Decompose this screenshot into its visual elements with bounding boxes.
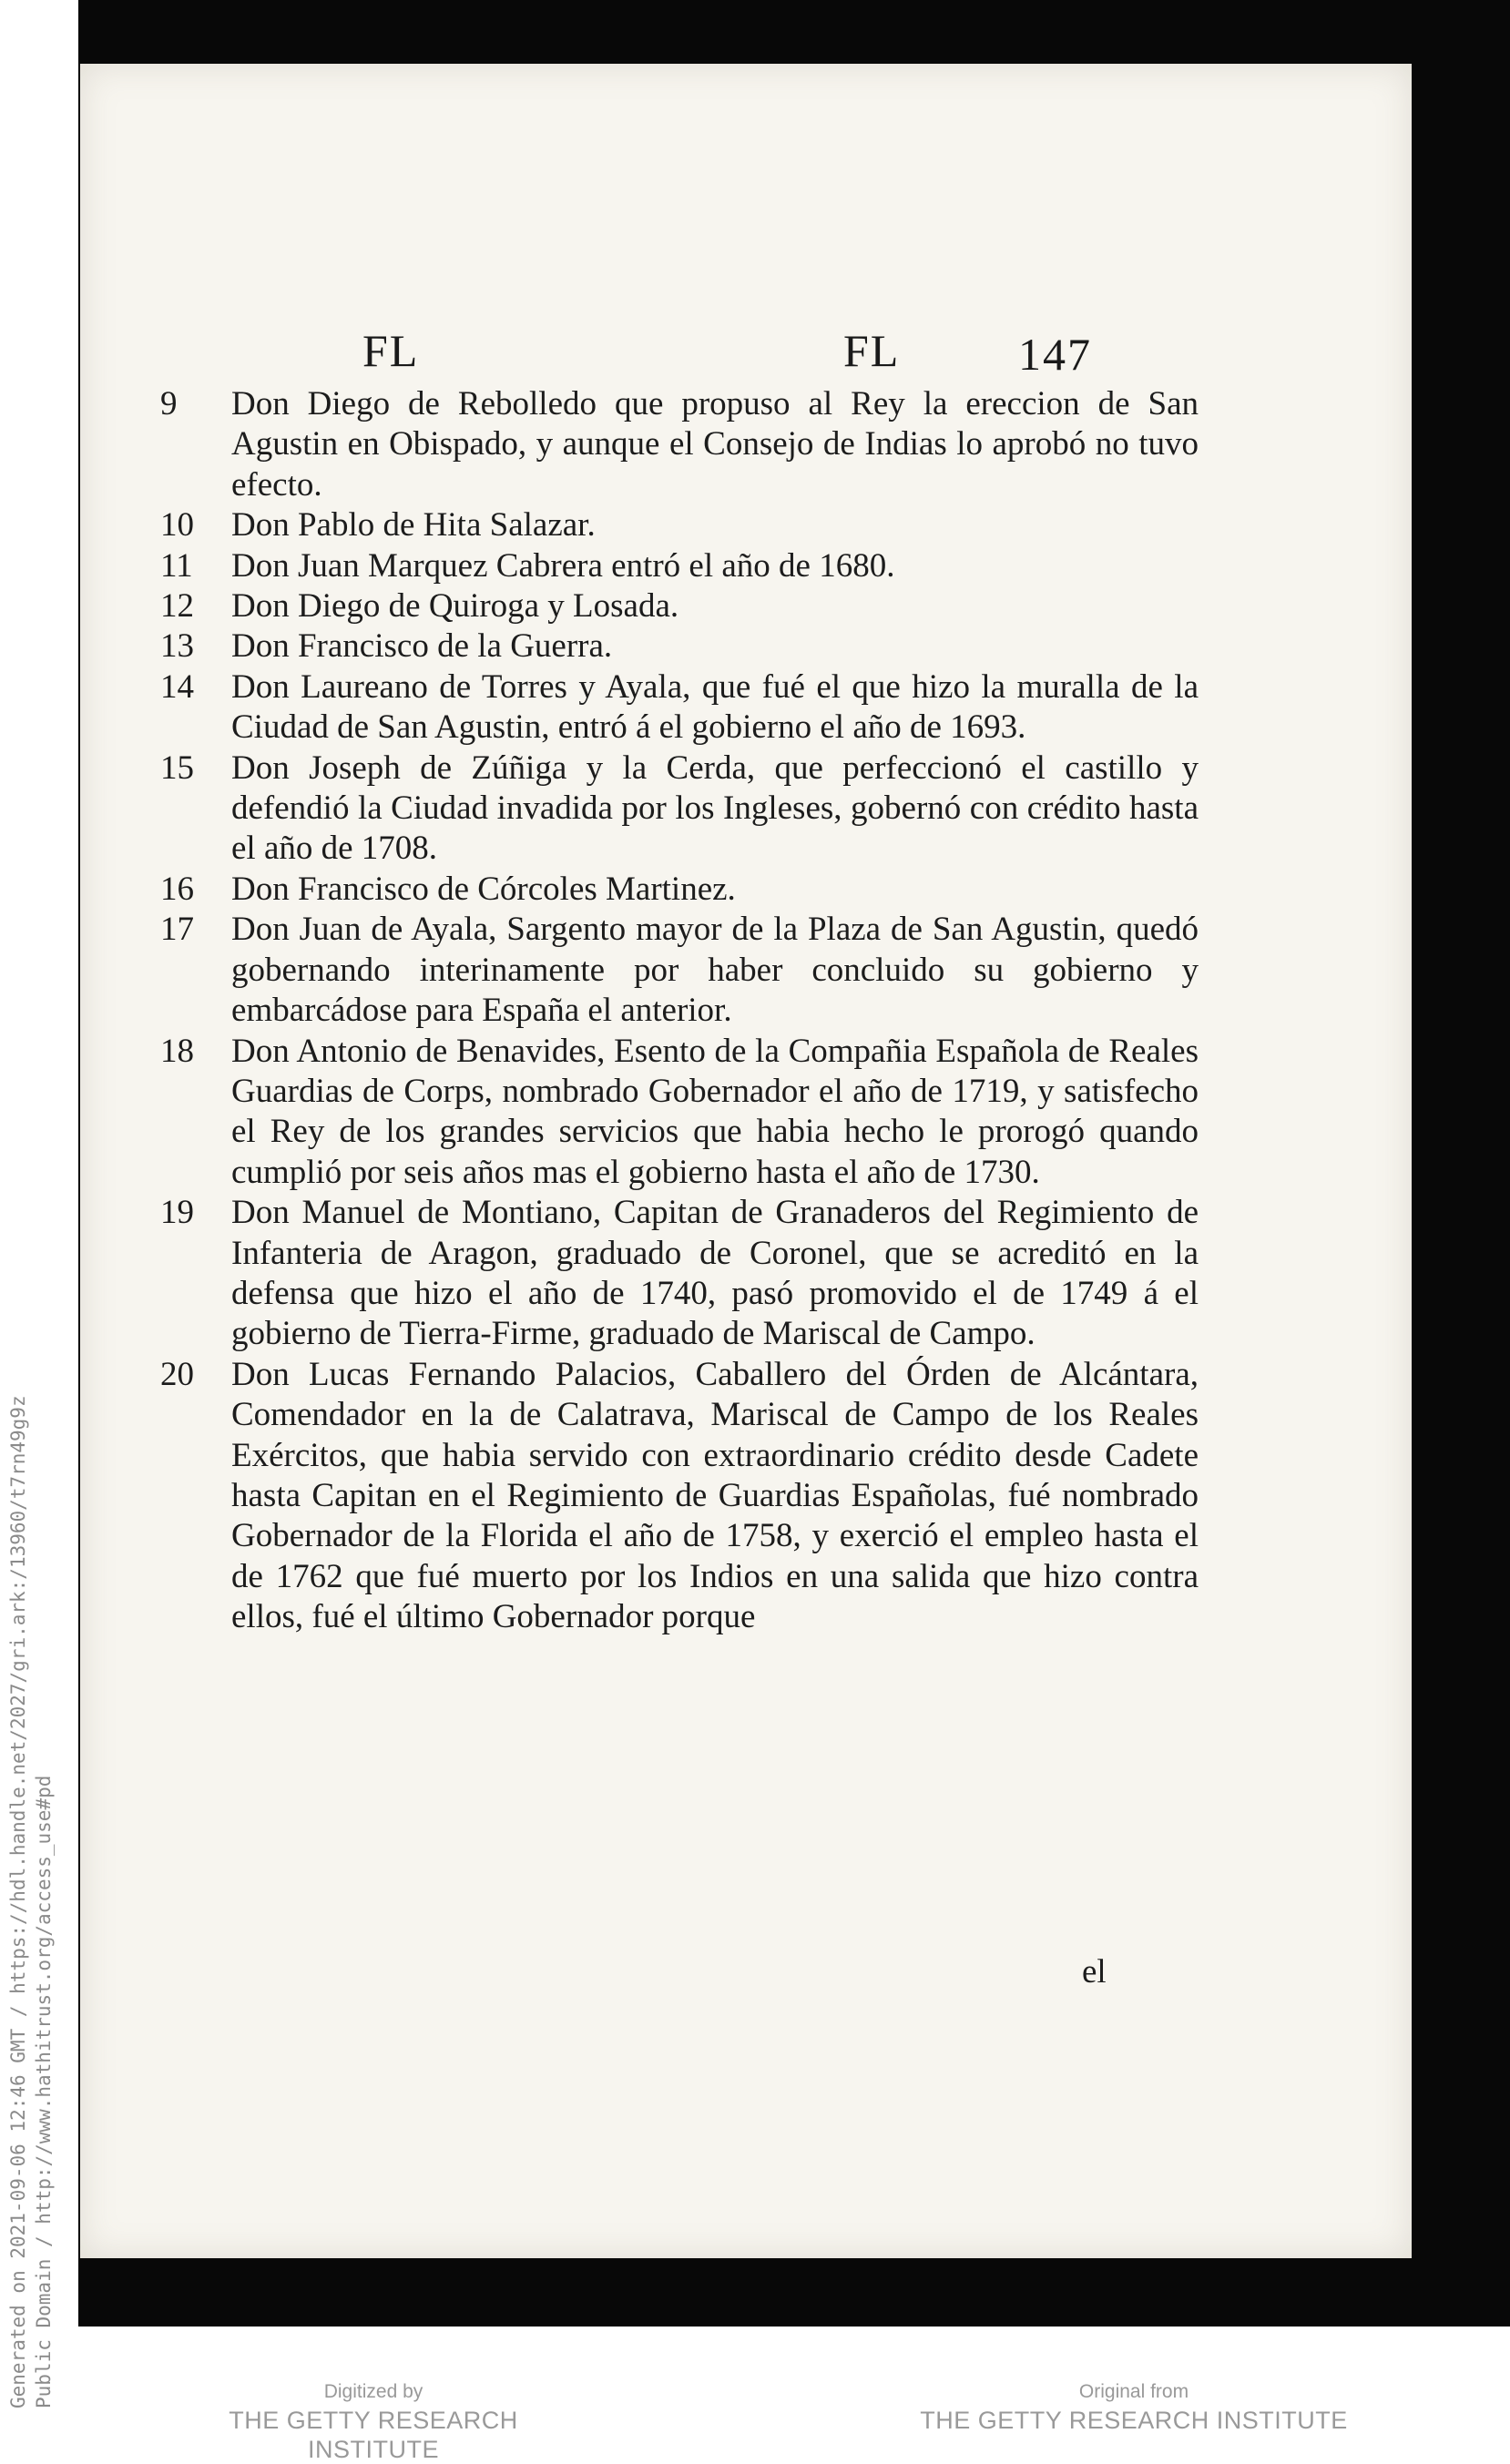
entry-number: 16 [160, 870, 194, 908]
original-from-credit [920, 2378, 1348, 2435]
original-from-institution: THE GETTY RESEARCH INSTITUTE [920, 2407, 1348, 2434]
list-item [160, 384, 1199, 505]
list-item [160, 626, 1199, 667]
list-item [160, 748, 1199, 870]
entry-number: 13 [160, 627, 194, 666]
governor-list [160, 384, 1199, 1638]
list-item [160, 870, 1199, 910]
list-item [160, 910, 1199, 1031]
entry-number: 19 [160, 1194, 194, 1232]
running-head-left: FL [362, 325, 420, 376]
entry-number: 10 [160, 506, 194, 545]
entry-text: Don Lucas Fernando Palacios, Caballero del Órden de Alcántara, Comendador en la de Calatrava, Mariscal de Campo de los Reales Exércitos, que habia servido con extraordinario crédito desde Cadete hasta Capitan en el Regimiento de Guardias Españolas, fué nombrado Gobernador de la Florida el año de 1758, y exerció el empleo hasta el de 1762 que fué muerto por los Indios en una salida que hizo contra ellos, fué el último Gobernador porque [231, 1355, 1199, 1636]
entry-number: 12 [160, 587, 194, 626]
entry-text: Don Juan Marquez Cabrera entró el año de 1680. [231, 546, 895, 585]
book-page [80, 64, 1412, 2258]
list-item [160, 505, 1199, 545]
catchword: el [1082, 1953, 1107, 1991]
running-head [80, 324, 1412, 379]
entry-text: Don Manuel de Montiano, Capitan de Granaderos del Regimiento de Infanteria de Aragon, graduado de Coronel, que se acreditó en la defensa que hizo el año de 1740, pasó promovido el de 1749 á el gobierno de Tierra-Firme, graduado de Mariscal de Campo. [231, 1194, 1199, 1353]
entry-number: 17 [160, 911, 194, 949]
entry-text: Don Juan de Ayala, Sargento mayor de la Plaza de San Agustin, quedó gobernando interinamente por haber concluido su gobierno y embarcádose para España el anterior. [231, 911, 1199, 1030]
list-item [160, 667, 1199, 748]
list-item [160, 1193, 1199, 1355]
page-number: 147 [1018, 329, 1092, 380]
stamp-line-generated: Generated on 2021-09-06 12:46 GMT / https://hdl.handle.net/2027/gri.ark:/13960/t7rn49g9z [7, 1395, 29, 2408]
entry-number: 11 [160, 546, 193, 585]
entry-text: Don Joseph de Zúñiga y la Cerda, que perfeccionó el castillo y defendió la Ciudad invadida por los Ingleses, gobernó con crédito hasta el año de 1708. [231, 748, 1199, 868]
entry-number: 20 [160, 1355, 194, 1393]
list-item [160, 546, 1199, 586]
list-item [160, 1355, 1199, 1638]
original-from-label: Original from [1078, 2381, 1189, 2402]
digitized-by-label: Digitized by [323, 2381, 423, 2402]
entry-number: 18 [160, 1032, 194, 1070]
entry-text: Don Antonio de Benavides, Esento de la Compañia Española de Reales Guardias de Corps, nombrado Gobernador el año de 1719, y satisfecho el Rey de los grandes servicios que habia hecho le prorogó quando cumplió por seis años mas el gobierno hasta el año de 1730. [231, 1032, 1199, 1191]
running-head-center: FL [843, 325, 901, 376]
hathitrust-stamp [5, 1395, 56, 2408]
stamp-line-rights: Public Domain / http://www.hathitrust.org/access_use#pd [33, 1775, 55, 2408]
digitized-by-credit [173, 2378, 574, 2464]
entry-text: Don Diego de Quiroga y Losada. [231, 587, 679, 626]
entry-text: Don Francisco de la Guerra. [231, 627, 613, 666]
entry-number: 14 [160, 667, 194, 706]
entry-number: 15 [160, 748, 194, 787]
entry-text: Don Francisco de Córcoles Martinez. [231, 870, 736, 908]
list-item [160, 1032, 1199, 1194]
entry-text: Don Laureano de Torres y Ayala, que fué el que hizo la muralla de la Ciudad de San Agustin, entró á el gobierno el año de 1693. [231, 667, 1199, 747]
entry-text: Don Pablo de Hita Salazar. [231, 506, 596, 545]
entry-text: Don Diego de Rebolledo que propuso al Rey la ereccion de San Agustin en Obispado, y aunque el Consejo de Indias lo aprobó no tuvo efecto. [231, 385, 1199, 504]
entry-number: 9 [160, 385, 178, 423]
digitized-by-institution: THE GETTY RESEARCH INSTITUTE [229, 2407, 518, 2463]
list-item [160, 586, 1199, 626]
